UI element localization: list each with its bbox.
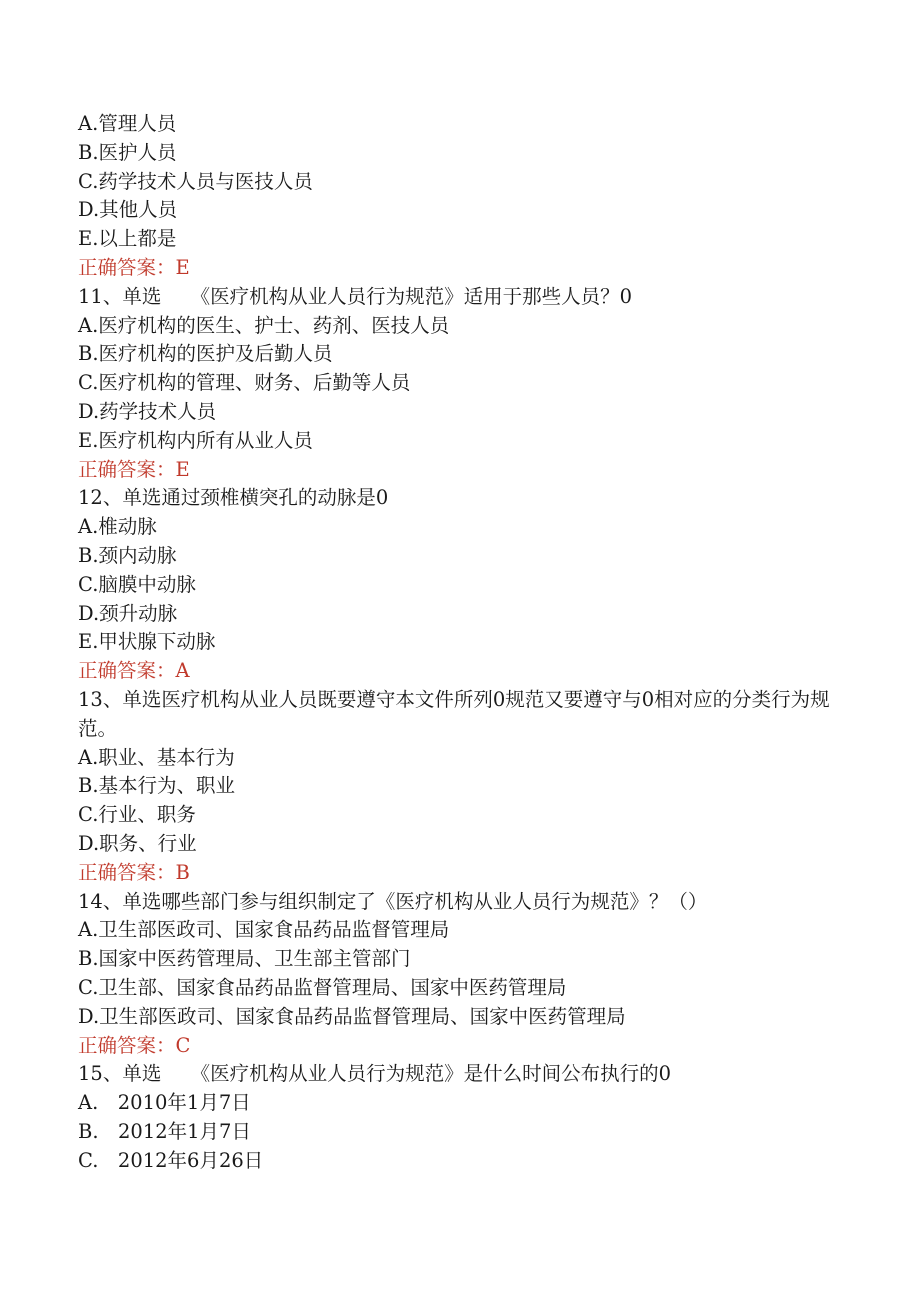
option-line: C.医疗机构的管理、财务、后勤等人员 xyxy=(78,371,411,395)
option-line: E.甲状腺下动脉 xyxy=(78,630,216,654)
question-line: 14、单选哪些部门参与组织制定了《医疗机构从业人员行为规范》？（） xyxy=(78,889,708,913)
option-line: D.颈升动脉 xyxy=(78,601,178,625)
option-line: C.药学技术人员与医技人员 xyxy=(78,169,313,193)
option-line: A.椎动脉 xyxy=(78,515,157,539)
option-line: A.医疗机构的医生、护士、药剂、医技人员 xyxy=(78,313,450,337)
option-line: D.卫生部医政司、国家食品药品监督管理局、国家中医药管理局 xyxy=(78,1004,626,1028)
option-line: C.行业、职务 xyxy=(78,803,196,827)
option-line: A.职业、基本行为 xyxy=(78,745,235,769)
answer-line: 正确答案：B xyxy=(78,860,190,884)
option-line: D.药学技术人员 xyxy=(78,399,217,423)
question-line: 12、单选通过颈椎横突孔的动脉是0 xyxy=(78,486,389,510)
option-line: A.管理人员 xyxy=(78,112,177,135)
option-line: B.医护人员 xyxy=(78,140,177,164)
option-line: E.医疗机构内所有从业人员 xyxy=(78,428,313,452)
answer-line: 正确答案：C xyxy=(78,1033,191,1057)
option-line: D.职务、行业 xyxy=(78,831,197,855)
answer-line: 正确答案：A xyxy=(78,659,190,683)
option-line: B.医疗机构的医护及后勤人员 xyxy=(78,342,333,366)
question-line: 15、单选 《医疗机构从业人员行为规范》是什么时间公布执行的0 xyxy=(78,1062,671,1086)
option-line: C. 2012年6月26日 xyxy=(78,1148,264,1172)
document-body xyxy=(78,110,848,1175)
option-line: A.卫生部医政司、国家食品药品监督管理局 xyxy=(78,918,450,942)
option-line: B.颈内动脉 xyxy=(78,543,177,567)
option-line: A. 2010年1月7日 xyxy=(78,1091,251,1115)
option-line: B.国家中医药管理局、卫生部主管部门 xyxy=(78,947,411,971)
question-line: 13、单选医疗机构从业人员既要遵守本文件所列0规范又要遵守与0相对应的分类行为规范。 xyxy=(78,687,830,740)
option-line: B.基本行为、职业 xyxy=(78,774,236,798)
option-line: B. 2012年1月7日 xyxy=(78,1119,251,1143)
answer-line: 正确答案：E xyxy=(78,255,190,279)
question-line: 11、单选 《医疗机构从业人员行为规范》适用于那些人员？0 xyxy=(78,284,632,308)
option-line: C.卫生部、国家食品药品监督管理局、国家中医药管理局 xyxy=(78,975,567,999)
option-line: C.脑膜中动脉 xyxy=(78,572,196,596)
answer-line: 正确答案：E xyxy=(78,457,190,481)
option-line: E.以上都是 xyxy=(78,227,177,251)
option-line: D.其他人员 xyxy=(78,198,178,222)
